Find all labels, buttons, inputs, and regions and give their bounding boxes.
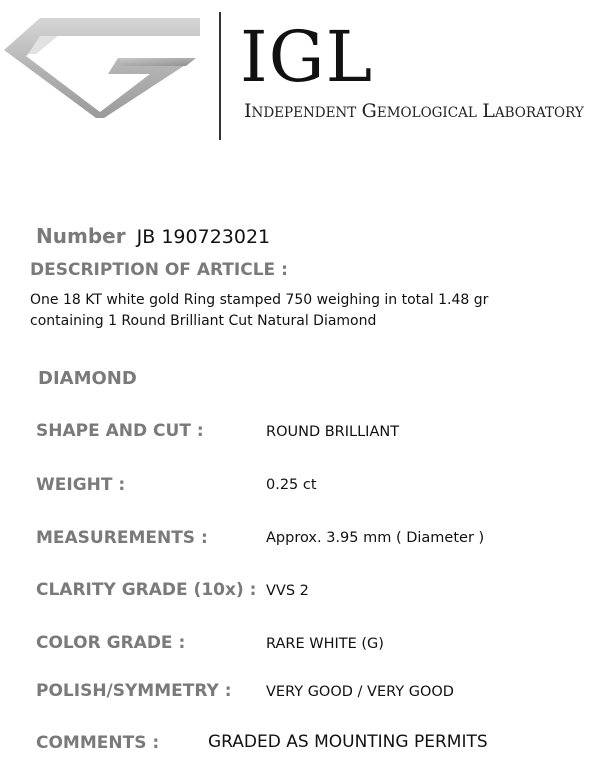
weight-label: WEIGHT :	[36, 475, 126, 495]
lab-name: INDEPENDENT GEMOLOGICAL LABORATORY	[244, 100, 584, 122]
section-title: DIAMOND	[38, 368, 137, 389]
description-text	[30, 290, 488, 332]
color-grade-label: COLOR GRADE :	[36, 633, 186, 653]
header-divider	[219, 12, 221, 140]
number-label: Number	[36, 224, 126, 248]
polish-symmetry-value: VERY GOOD / VERY GOOD	[266, 684, 454, 700]
comments-label: COMMENTS :	[36, 733, 160, 753]
clarity-value: VVS 2	[266, 583, 309, 599]
shape-cut-label: SHAPE AND CUT :	[36, 421, 204, 441]
description-line: One 18 KT white gold Ring stamped 750 weighing in total 1.48 gr	[30, 292, 489, 308]
diamond-g-logo-icon	[0, 14, 205, 119]
measurements-value: Approx. 3.95 mm ( Diameter )	[266, 530, 485, 546]
color-grade-value: RARE WHITE (G)	[266, 636, 384, 652]
polish-symmetry-label: POLISH/SYMMETRY :	[36, 681, 232, 701]
measurements-label: MEASUREMENTS :	[36, 528, 208, 548]
description-line: containing 1 Round Brilliant Cut Natural Diamond	[30, 313, 377, 329]
clarity-label: CLARITY GRADE (10x) :	[36, 580, 257, 600]
weight-value: 0.25 ct	[266, 477, 317, 493]
description-label: DESCRIPTION OF ARTICLE :	[30, 260, 288, 280]
shape-cut-value: ROUND BRILLIANT	[266, 424, 400, 440]
brand-name: IGL	[240, 16, 374, 98]
number-value: JB 190723021	[136, 226, 271, 248]
comments-value: GRADED AS MOUNTING PERMITS	[208, 732, 488, 752]
report-number	[36, 224, 270, 248]
